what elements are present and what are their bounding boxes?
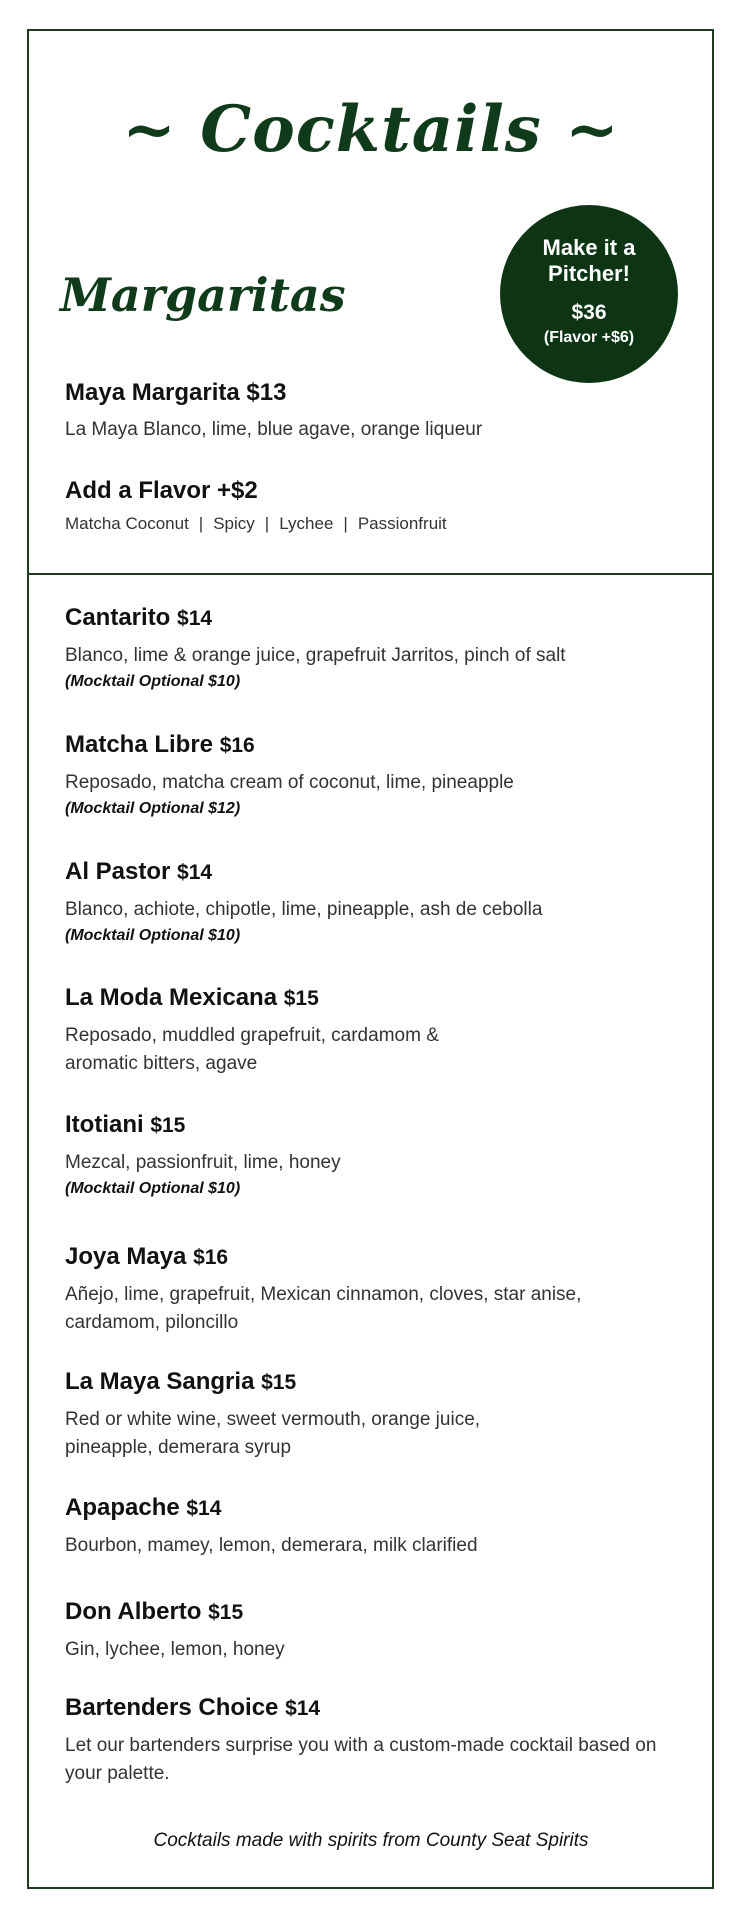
section-title-margaritas: Margaritas [60,268,346,322]
menu-item-don-alberto [65,1597,665,1664]
item-price: $15 [283,987,319,1010]
item-name: Itotiani [65,1111,144,1138]
item-description: La Maya Blanco, lime, blue agave, orange liqueur [65,419,483,440]
mocktail-note: (Mocktail Optional $10) [65,1180,241,1197]
menu-item-joya-maya [65,1242,645,1337]
item-name: Don Alberto [65,1598,202,1625]
flavor-option: Lychee [279,514,334,533]
pitcher-headline: Make it a Pitcher! [542,235,636,286]
pitcher-price: $36 [571,301,607,324]
menu-item-la-maya-sangria [65,1367,565,1462]
item-description: Let our bartenders surprise you with a custom-made cocktail based on your palette. [65,1735,657,1784]
item-name: Maya Margarita [65,379,240,406]
item-description: Gin, lychee, lemon, honey [65,1639,285,1660]
item-description: Blanco, lime & orange juice, grapefruit Jarritos, pinch of salt [65,645,566,666]
item-description: Red or white wine, sweet vermouth, orange juice, pineapple, demerara syrup [65,1409,481,1458]
item-price: $14 [285,1697,321,1720]
item-name: La Moda Mexicana [65,984,278,1011]
item-price: $15 [261,1371,297,1394]
flavor-addon-title: Add a Flavor +$2 [65,477,258,504]
mocktail-note: (Mocktail Optional $10) [65,927,241,944]
separator: | [343,514,348,533]
item-description: Añejo, lime, grapefruit, Mexican cinnamon, cloves, star anise, cardamom, piloncillo [65,1284,582,1333]
separator: | [198,514,204,533]
flavor-option: Spicy [213,514,255,533]
separator: | [264,514,270,533]
item-description: Mezcal, passionfruit, lime, honey [65,1152,341,1173]
pitcher-badge [500,205,678,383]
menu-item-bartenders-choice [65,1693,665,1788]
item-price: $14 [186,1497,222,1520]
pitcher-flavor-note: (Flavor +$6) [543,329,635,346]
section-divider [27,573,714,575]
item-price: $16 [219,734,255,757]
item-price: $14 [177,607,213,630]
item-name: Joya Maya [65,1243,187,1270]
menu-item-al-pastor [65,857,665,948]
item-price: $13 [246,379,287,406]
menu-item-la-moda-mexicana [65,983,505,1078]
item-price: $16 [193,1246,229,1269]
flavor-addon [65,476,665,534]
mocktail-note: (Mocktail Optional $12) [65,800,241,817]
item-name: Bartenders Choice [65,1694,279,1721]
menu-item-cantarito [65,603,665,694]
item-name: Matcha Libre [65,731,214,758]
item-name: Al Pastor [65,858,171,885]
flavor-option: Matcha Coconut [65,514,189,533]
item-price: $15 [150,1114,186,1137]
flavor-option: Passionfruit [357,514,447,533]
item-price: $14 [177,861,213,884]
item-name: Cantarito [65,604,171,631]
menu-item-apapache [65,1493,665,1560]
item-name: Apapache [65,1494,180,1521]
item-description: Blanco, achiote, chipotle, lime, pineapple, ash de cebolla [65,899,543,920]
item-description: Bourbon, mamey, lemon, demerara, milk clarified [65,1535,478,1556]
menu-item-matcha-libre [65,730,665,821]
flavor-options [65,514,665,534]
mocktail-note: (Mocktail Optional $10) [65,673,241,690]
page-title: ~ Cocktails ~ [122,92,620,167]
item-description: Reposado, matcha cream of coconut, lime, pineapple [65,772,514,793]
item-description: Reposado, muddled grapefruit, cardamom & aromatic bitters, agave [65,1025,439,1074]
menu-item-maya-margarita [65,378,665,444]
menu-item-itotiani [65,1110,665,1201]
item-price: $15 [208,1601,244,1624]
item-name: La Maya Sangria [65,1368,255,1395]
footer-note: Cocktails made with spirits from County Seat Spirits [153,1830,589,1851]
